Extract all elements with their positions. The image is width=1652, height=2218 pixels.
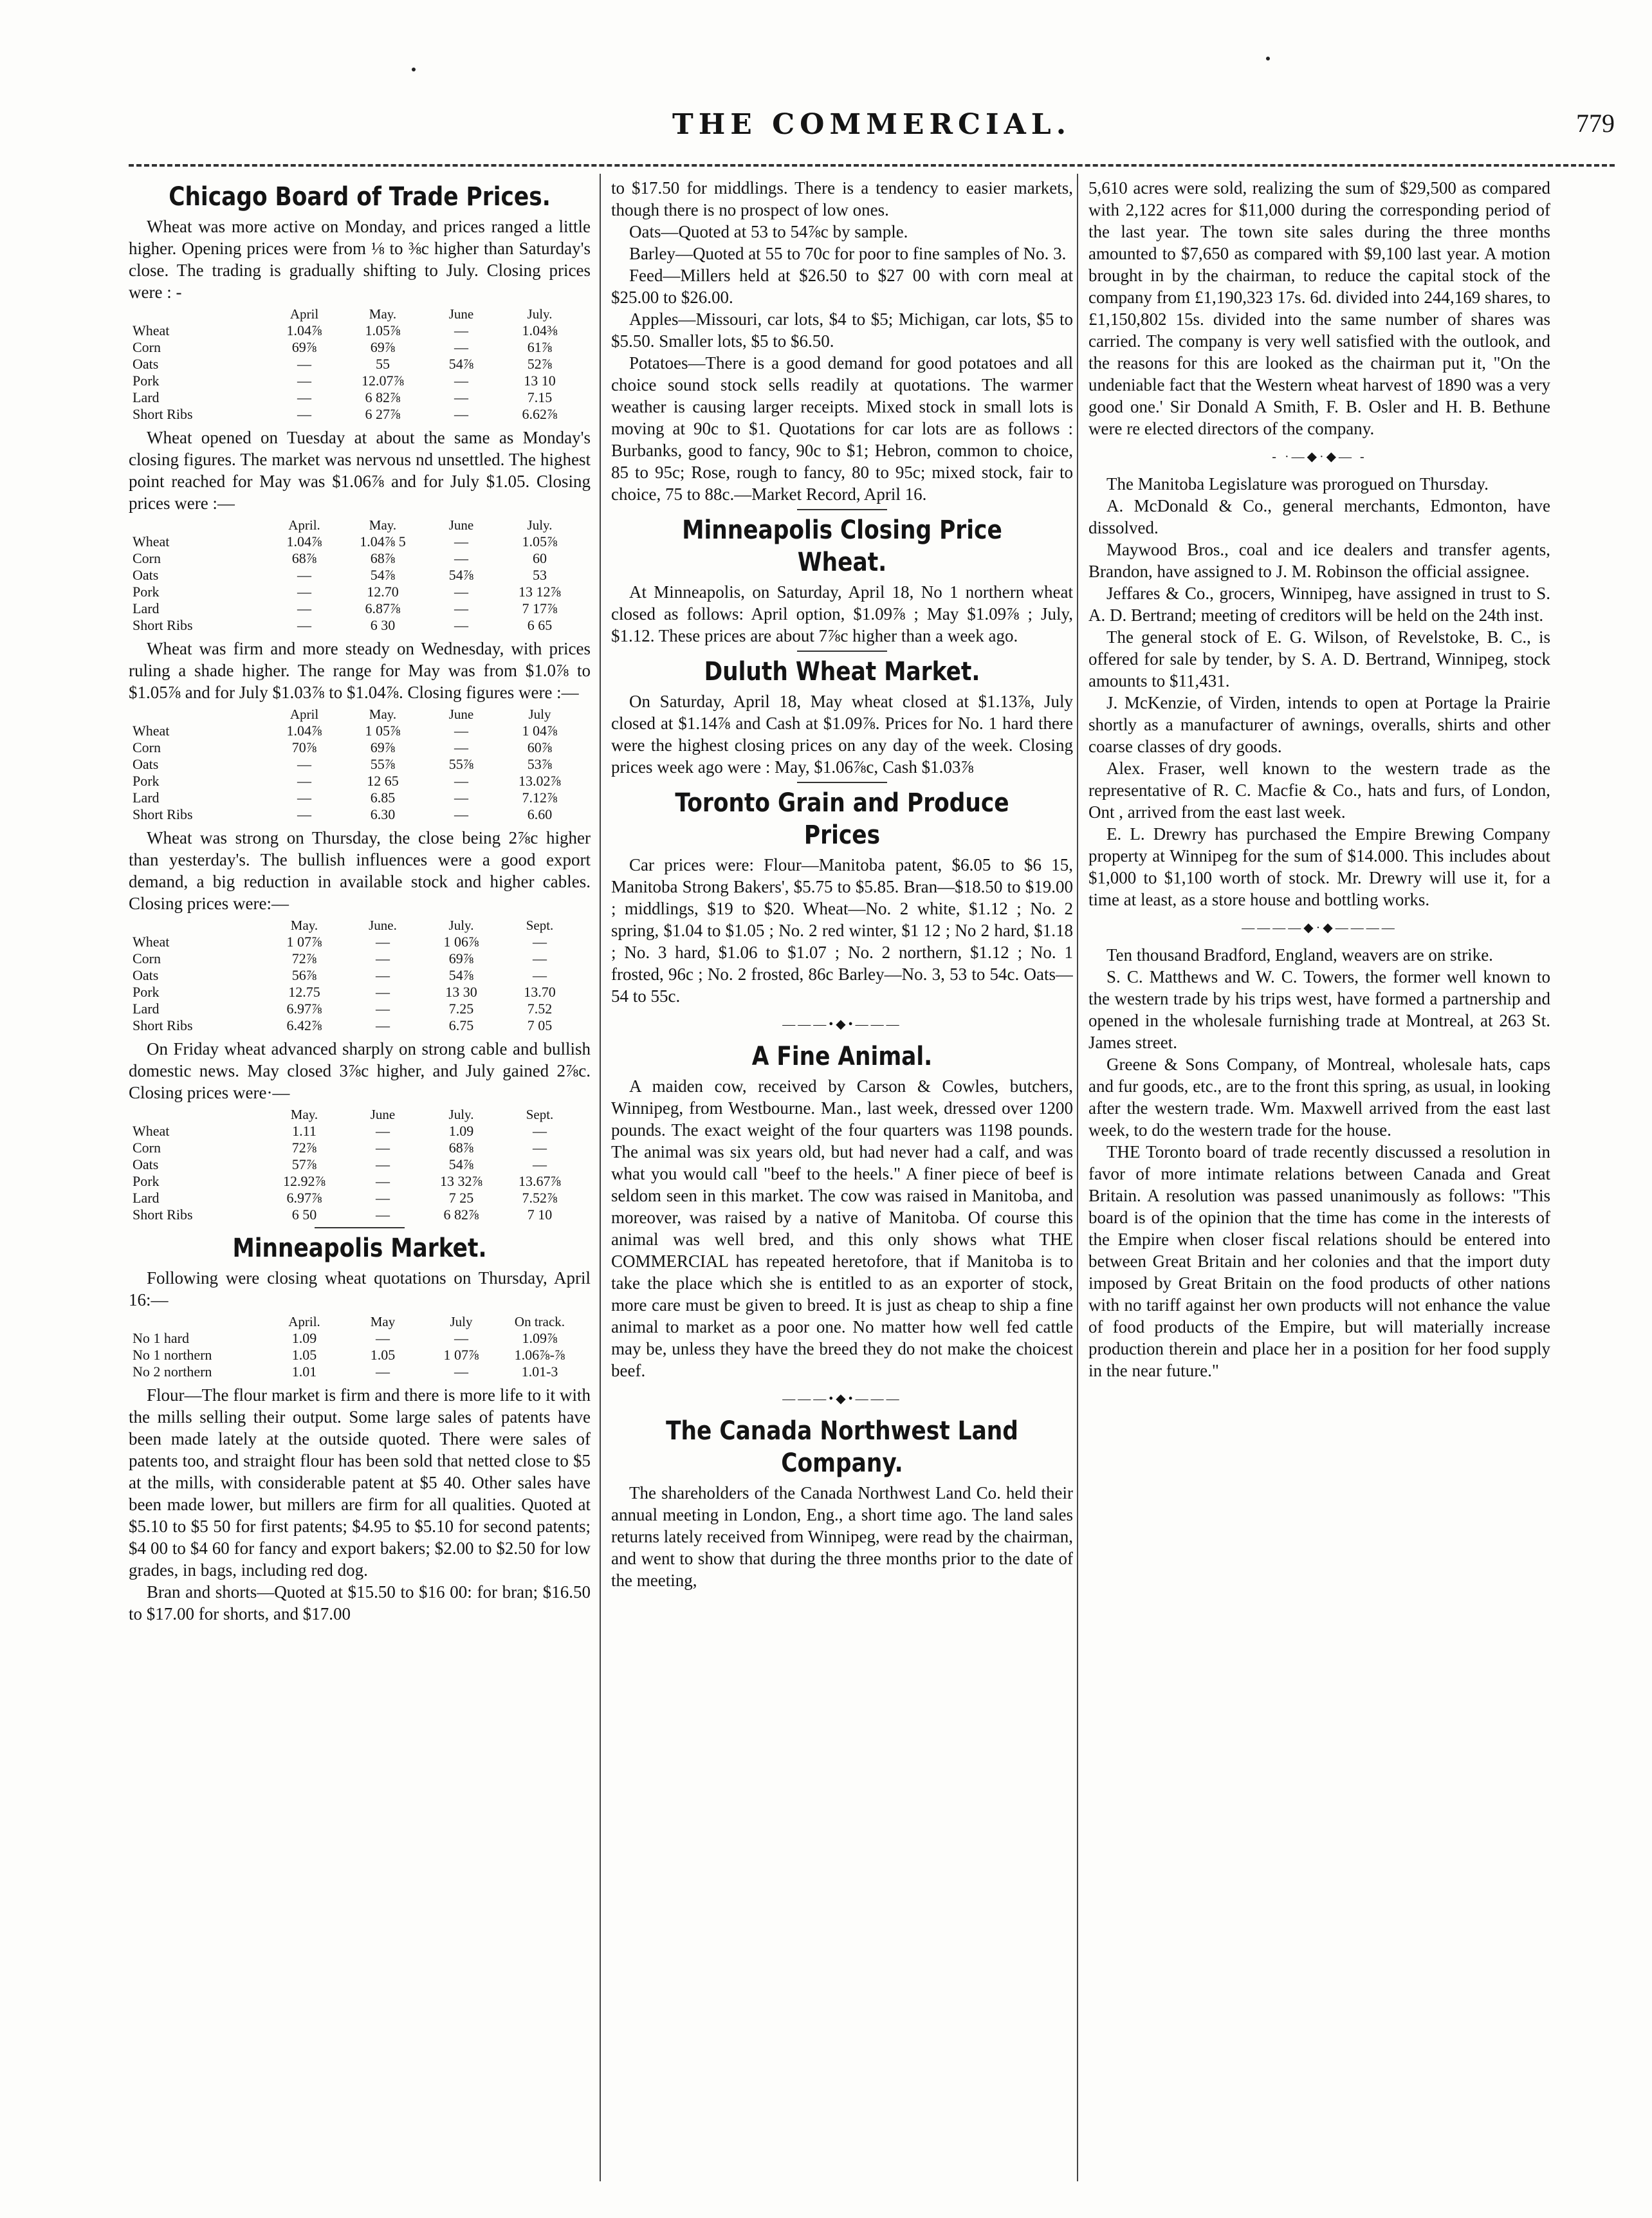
masthead bbox=[129, 103, 1615, 142]
price-cell: — bbox=[297, 617, 311, 633]
table-row bbox=[129, 533, 579, 550]
column-3 bbox=[1088, 177, 1550, 2181]
column-header: June bbox=[370, 1107, 396, 1122]
column-header bbox=[129, 706, 265, 723]
commodity-label: Corn bbox=[133, 1140, 161, 1156]
table-row bbox=[129, 1173, 579, 1190]
commodity-label: Corn bbox=[133, 339, 161, 355]
speck bbox=[1266, 57, 1270, 60]
price-cell: 54⅞ bbox=[448, 567, 474, 583]
price-cell: 6.85 bbox=[370, 790, 396, 806]
price-cell: 7.52⅞ bbox=[522, 1190, 558, 1206]
table-row bbox=[129, 600, 579, 617]
animal-body: A maiden cow, received by Carson & Cowles, butchers, Winnipeg, from Westbourne. Man., last week, dressed over 1200 pounds. The exact weight of the four quarters was 1198 pounds. The animal was six years old, but had never had a calf, and was what you would call "beef to the heels." A finer piece of beef is seldom seen in this market. The cow was raised in Manitoba, and moreover, was raised by a native of Manitoba. Of course this animal was well bred, and this only shows what THE COMMERCIAL has repeated heretofore, that if Manitoba is to take the place which she is entitled to as an exporter of stock, more care must be given to breed. It is just as cheap to ship a fine animal to market as a poor one. No matter how well fed cattle may be, unless they have the breed they do not make the choicest beef. bbox=[611, 1077, 1073, 1380]
price-cell: — bbox=[454, 389, 468, 405]
commodity-label: Pork bbox=[133, 373, 160, 389]
price-cell: 56⅞ bbox=[291, 967, 317, 983]
price-cell: 70⅞ bbox=[291, 739, 317, 755]
price-cell: 7 17⅞ bbox=[522, 600, 558, 616]
price-cell: — bbox=[454, 533, 468, 550]
column-header: May. bbox=[290, 1107, 318, 1122]
commodity-label: Corn bbox=[133, 950, 161, 966]
price-cell: 69⅞ bbox=[370, 339, 396, 355]
price-cell: 7.15 bbox=[527, 389, 553, 405]
column-header: July bbox=[528, 707, 551, 722]
price-cell: 1.09 bbox=[448, 1123, 474, 1139]
table-header-row bbox=[129, 306, 579, 322]
price-cell: 53 bbox=[533, 567, 547, 583]
commodity-label: Wheat bbox=[133, 934, 170, 950]
price-cell: — bbox=[533, 967, 547, 983]
table-row bbox=[129, 1123, 579, 1140]
price-cell: — bbox=[376, 1156, 390, 1172]
table-row bbox=[129, 550, 579, 567]
table-row bbox=[129, 567, 579, 584]
price-cell: — bbox=[454, 339, 468, 355]
column-header: April. bbox=[288, 1314, 320, 1329]
price-cell: 6.60 bbox=[527, 806, 553, 822]
section-ornament: - ·—◆·◆— - bbox=[1272, 450, 1367, 464]
price-cell: — bbox=[376, 1330, 390, 1346]
price-cell: 7.25 bbox=[448, 1001, 474, 1017]
price-cell: — bbox=[376, 1017, 390, 1033]
price-cell: — bbox=[454, 322, 468, 338]
news-item: The Manitoba Legislature was prorogued on Thursday. bbox=[1106, 474, 1489, 494]
oats-paragraph: Oats—Quoted at 53 to 54⅞c by sample. bbox=[629, 222, 908, 241]
column-header: April. bbox=[288, 517, 320, 533]
price-cell: 1.05 bbox=[370, 1347, 396, 1363]
mpls-close-heading: Minneapolis Closing Price Wheat. bbox=[682, 515, 1002, 577]
column-header bbox=[129, 306, 265, 322]
news-item: J. McKenzie, of Virden, intends to open at Portage la Prairie shortly as a manufacturer of awnings, overalls, shirts and other coarse classes of dry goods. bbox=[1088, 693, 1550, 756]
column-header: June bbox=[448, 707, 474, 722]
price-cell: — bbox=[297, 756, 311, 772]
commodity-label: Wheat bbox=[133, 322, 170, 338]
news-item: Alex. Fraser, well known to the western trade as the representative of R. C. Macfie & Co., hats and furs, of London, Ont , arrived from the east last week. bbox=[1088, 759, 1550, 822]
price-cell: — bbox=[376, 1190, 390, 1206]
column-header bbox=[129, 1106, 265, 1123]
news-item: Greene & Sons Company, of Montreal, wholesale hats, caps and fur goods, etc., are to the front this spring, as usual, in looking after the western trade. Wm. Maxwell arrived from the east last week, to do the western trade for the house. bbox=[1088, 1055, 1550, 1140]
table-row bbox=[129, 584, 579, 600]
column-header: May. bbox=[369, 707, 397, 722]
price-cell: — bbox=[533, 950, 547, 966]
price-cell: — bbox=[297, 773, 311, 789]
price-cell: 55 bbox=[376, 356, 390, 372]
table-row bbox=[129, 967, 579, 984]
table-header-row bbox=[129, 517, 579, 533]
column-header: April bbox=[289, 707, 319, 722]
price-cell: — bbox=[297, 389, 311, 405]
price-cell: — bbox=[454, 806, 468, 822]
price-cell: — bbox=[454, 1363, 468, 1380]
price-cell: — bbox=[533, 1140, 547, 1156]
table-row bbox=[129, 339, 579, 356]
column-1 bbox=[129, 177, 591, 2181]
price-cell: — bbox=[297, 584, 311, 600]
table-row bbox=[129, 1363, 579, 1380]
table-row bbox=[129, 723, 579, 739]
price-table bbox=[129, 1313, 579, 1380]
commodity-label: Short Ribs bbox=[133, 1017, 193, 1033]
section-rule bbox=[797, 782, 887, 783]
price-cell: 1 07⅞ bbox=[443, 1347, 479, 1363]
column-header bbox=[129, 1313, 265, 1330]
price-cell: 1.04⅜ bbox=[522, 322, 558, 338]
animal-heading: A Fine Animal. bbox=[751, 1042, 933, 1071]
table-row bbox=[129, 1206, 579, 1223]
price-cell: 61⅞ bbox=[527, 339, 553, 355]
column-header: July. bbox=[448, 1107, 474, 1122]
price-cell: 7 05 bbox=[527, 1017, 553, 1033]
commodity-label: No 1 northern bbox=[133, 1347, 212, 1363]
price-cell: 57⅞ bbox=[291, 1156, 317, 1172]
masthead-title: THE COMMERCIAL. bbox=[672, 108, 1072, 141]
price-cell: 54⅞ bbox=[448, 967, 474, 983]
price-table bbox=[129, 706, 579, 823]
price-cell: 53⅞ bbox=[527, 756, 553, 772]
column-header: April bbox=[289, 306, 319, 322]
price-cell: 1.05 bbox=[291, 1347, 317, 1363]
price-cell: — bbox=[376, 1363, 390, 1380]
price-cell: 1 05⅞ bbox=[365, 723, 401, 739]
table-row bbox=[129, 1001, 579, 1017]
price-cell: 1.04⅞ bbox=[286, 322, 322, 338]
price-table bbox=[129, 917, 579, 1034]
column-header: June bbox=[448, 306, 474, 322]
price-cell: 13 12⅞ bbox=[519, 584, 561, 600]
price-cell: — bbox=[454, 790, 468, 806]
price-cell: 6.62⅞ bbox=[522, 406, 558, 422]
price-cell: — bbox=[454, 600, 468, 616]
price-cell: 1.09⅞ bbox=[522, 1330, 558, 1346]
price-cell: 68⅞ bbox=[370, 550, 396, 566]
price-cell: — bbox=[376, 1173, 390, 1189]
column-header: July bbox=[450, 1314, 473, 1329]
news-item: Maywood Bros., coal and ice dealers and transfer agents, Brandon, have assigned to J. M. Robinson the official assignee. bbox=[1088, 540, 1550, 581]
price-cell: — bbox=[533, 1123, 547, 1139]
commodity-label: Lard bbox=[133, 1190, 160, 1206]
commodity-label: No 2 northern bbox=[133, 1363, 212, 1380]
chicago-thursday: Wheat was strong on Thursday, the close being 2⅞c higher than yesterday's. The bullish influences were a good export demand, a big reduction in available stock and higher cables. Closing prices were:— bbox=[129, 828, 591, 913]
flour-paragraph: Flour—The flour market is firm and there is more life to it with the mills selling their output. Some large sales of patents have been made lately at the outside quoted. There were sales of patents too, and straight flour has been sold that netted close to $5 at the mills, with considerable patent at $5 40. Other sales have been made lower, but millers are firm for all qualities. Quoted at $5.10 to $5 50 for first patents; $4.95 to $5.10 for second patents; $4 00 to $4 60 for fancy and export bakers; $2.00 to $2.50 for low grades, in bags, including red dog. bbox=[129, 1385, 591, 1580]
column-header: July. bbox=[448, 918, 474, 933]
minneapolis-heading: Minneapolis Market. bbox=[232, 1234, 487, 1263]
price-cell: 68⅞ bbox=[448, 1140, 474, 1156]
column-header: July. bbox=[527, 306, 553, 322]
commodity-label: Pork bbox=[133, 1173, 160, 1189]
price-cell: 72⅞ bbox=[291, 1140, 317, 1156]
news-item: Ten thousand Bradford, England, weavers are on strike. bbox=[1106, 945, 1493, 965]
table-row bbox=[129, 739, 579, 756]
feed-paragraph: Feed—Millers held at $26.50 to $27 00 with corn meal at $25.00 to $26.00. bbox=[611, 266, 1073, 307]
news-item: THE Toronto board of trade recently discussed a resolution in favor of more intimate relations between Canada and Great Britain. A resolution was passed unanimously as follows: "This board is of the opinion that the time has come in the interests of the Empire when closer fiscal relations should be entered into between Great Britain and her colonies and that the import duty imposed by Great Britain on the food products of other nations with no tariff against her own products will not enhance the value of food products of the Empire, but will materially increase production therein and place her in a position for her food supply in the near future." bbox=[1088, 1142, 1550, 1380]
table-header-row bbox=[129, 917, 579, 934]
price-cell: — bbox=[454, 406, 468, 422]
price-cell: 1.11 bbox=[292, 1123, 317, 1139]
price-cell: — bbox=[533, 1156, 547, 1172]
price-cell: 12 65 bbox=[367, 773, 399, 789]
table-header-row bbox=[129, 1313, 579, 1330]
table-row bbox=[129, 1156, 579, 1173]
table-row bbox=[129, 773, 579, 790]
header-rule bbox=[129, 164, 1615, 167]
price-cell: 68⅞ bbox=[291, 550, 317, 566]
section-rule bbox=[797, 651, 887, 652]
table-row bbox=[129, 356, 579, 373]
commodity-label: Lard bbox=[133, 600, 160, 616]
price-cell: — bbox=[297, 600, 311, 616]
news-item: Jeffares & Co., grocers, Winnipeg, have assigned in trust to S. A. D. Bertrand; meeting of creditors will be held on the 24th inst. bbox=[1088, 584, 1550, 625]
column-header: May. bbox=[290, 918, 318, 933]
column-header: May. bbox=[369, 517, 397, 533]
land-heading: The Canada Northwest Land Company. bbox=[666, 1416, 1018, 1478]
price-cell: 72⅞ bbox=[291, 950, 317, 966]
section-rule bbox=[797, 509, 887, 510]
price-cell: 1 06⅞ bbox=[443, 934, 479, 950]
price-cell: 6 50 bbox=[291, 1206, 317, 1223]
commodity-label: Wheat bbox=[133, 723, 170, 739]
price-cell: — bbox=[454, 739, 468, 755]
chicago-friday: On Friday wheat advanced sharply on strong cable and bullish domestic news. May closed 3⅞c higher, and July gained 2⅞c. Closing prices were·— bbox=[129, 1039, 591, 1102]
news-item: The general stock of E. G. Wilson, of Revelstoke, B. C., is offered for sale by tender, by S. A. D. Bertrand, Winnipeg, stock amounts to $11,431. bbox=[1088, 627, 1550, 690]
commodity-label: Short Ribs bbox=[133, 1206, 193, 1223]
commodity-label: Wheat bbox=[133, 533, 170, 550]
price-cell: — bbox=[376, 950, 390, 966]
price-cell: — bbox=[297, 406, 311, 422]
commodity-label: Lard bbox=[133, 790, 160, 806]
table-row bbox=[129, 984, 579, 1001]
commodity-label: No 1 hard bbox=[133, 1330, 189, 1346]
commodity-label: Wheat bbox=[133, 1123, 170, 1139]
price-cell: 54⅞ bbox=[448, 356, 474, 372]
table-header-row bbox=[129, 1106, 579, 1123]
apples-paragraph: Apples—Missouri, car lots, $4 to $5; Michigan, car lots, $5 to $5.50. Smaller lots, $5 to $6.50. bbox=[611, 310, 1073, 351]
column-rule bbox=[1077, 174, 1078, 2181]
price-cell: — bbox=[376, 984, 390, 1000]
price-cell: 1.01-3 bbox=[521, 1363, 558, 1380]
price-cell: 1.04⅞ bbox=[286, 533, 322, 550]
price-cell: 69⅞ bbox=[370, 739, 396, 755]
section-ornament: ————◆·◆———— bbox=[1242, 921, 1397, 935]
price-cell: 69⅞ bbox=[291, 339, 317, 355]
price-cell: — bbox=[454, 550, 468, 566]
price-cell: — bbox=[454, 373, 468, 389]
commodity-label: Pork bbox=[133, 584, 160, 600]
price-cell: 7 25 bbox=[448, 1190, 474, 1206]
price-cell: 54⅞ bbox=[370, 567, 396, 583]
price-cell: 7 10 bbox=[527, 1206, 553, 1223]
barley-paragraph: Barley—Quoted at 55 to 70c for poor to fine samples of No. 3. bbox=[629, 244, 1067, 263]
price-cell: 7.52 bbox=[527, 1001, 553, 1017]
page-number: 779 bbox=[1576, 109, 1615, 138]
price-cell: 6.42⅞ bbox=[286, 1017, 322, 1033]
price-cell: — bbox=[454, 1330, 468, 1346]
column-header: On track. bbox=[514, 1314, 565, 1329]
table-header-row bbox=[129, 706, 579, 723]
price-cell: 55⅞ bbox=[448, 756, 474, 772]
commodity-label: Lard bbox=[133, 1001, 160, 1017]
commodity-label: Short Ribs bbox=[133, 617, 193, 633]
price-cell: 6 65 bbox=[527, 617, 553, 633]
bran-paragraph: Bran and shorts—Quoted at $15.50 to $16 00: for bran; $16.50 to $17.00 for shorts, and $17.00 bbox=[129, 1582, 591, 1623]
table-row bbox=[129, 322, 579, 339]
table-row bbox=[129, 406, 579, 423]
table-row bbox=[129, 1190, 579, 1206]
price-cell: — bbox=[297, 790, 311, 806]
price-cell: — bbox=[297, 356, 311, 372]
price-cell: 13 10 bbox=[524, 373, 556, 389]
price-cell: 1.04⅞ bbox=[286, 723, 322, 739]
speck bbox=[412, 68, 416, 71]
column-header bbox=[129, 517, 265, 533]
price-cell: 1.04⅞ 5 bbox=[360, 533, 406, 550]
price-cell: 12.07⅞ bbox=[362, 373, 404, 389]
news-item: A. McDonald & Co., general merchants, Edmonton, have dissolved. bbox=[1088, 496, 1550, 537]
price-cell: 1.05⅞ bbox=[522, 533, 558, 550]
price-cell: — bbox=[454, 617, 468, 633]
news-item: S. C. Matthews and W. C. Towers, the former well known to the western trade by his trips west, have formed a partnership and opened in the wholesale furnishing trade at Montreal, at 263 St. James street. bbox=[1088, 967, 1550, 1052]
news-item: E. L. Drewry has purchased the Empire Brewing Company property at Winnipeg for the sum of $14.000. This includes about $1,000 to $1,100 worth of stock. Mr. Drewry will use it, for a time at least, as a store house and bottling works. bbox=[1088, 824, 1550, 909]
mpls-close-body: At Minneapolis, on Saturday, April 18, No 1 northern wheat closed as follows: April option, $1.09⅞ ; May $1.09⅞ ; July, $1.12. These prices are about 7⅞c higher than a week ago. bbox=[611, 582, 1073, 645]
table-row bbox=[129, 934, 579, 950]
price-cell: 13.70 bbox=[524, 984, 556, 1000]
toronto-heading: Toronto Grain and Produce Prices bbox=[675, 788, 1009, 850]
duluth-heading: Duluth Wheat Market. bbox=[704, 657, 980, 687]
commodity-label: Corn bbox=[133, 739, 161, 755]
price-cell: 1 04⅞ bbox=[522, 723, 558, 739]
commodity-label: Corn bbox=[133, 550, 161, 566]
column-header: June. bbox=[369, 918, 397, 933]
chicago-intro: Wheat was more active on Monday, and prices ranged a little higher. Opening prices were from ⅛ to ⅜c higher than Saturday's close. The trading is gradually shifting to July. Closing prices were : - bbox=[129, 217, 591, 302]
section-ornament: ———•◆•——— bbox=[782, 1017, 902, 1031]
price-cell: 6 82⅞ bbox=[443, 1206, 479, 1223]
price-cell: 52⅞ bbox=[527, 356, 553, 372]
price-cell: 13.02⅞ bbox=[519, 773, 561, 789]
table-row bbox=[129, 1140, 579, 1156]
section-ornament: ———•◆•——— bbox=[782, 1392, 902, 1406]
commodity-label: Oats bbox=[133, 967, 159, 983]
price-table bbox=[129, 517, 579, 634]
table-row bbox=[129, 1330, 579, 1347]
commodity-label: Oats bbox=[133, 1156, 159, 1172]
price-cell: 13.67⅞ bbox=[519, 1173, 561, 1189]
price-cell: 55⅞ bbox=[370, 756, 396, 772]
price-cell: — bbox=[376, 967, 390, 983]
column-header: Sept. bbox=[526, 918, 554, 933]
price-cell: — bbox=[376, 1140, 390, 1156]
duluth-body: On Saturday, April 18, May wheat closed at $1.13⅞, July closed at $1.14⅞ and Cash at $1.09⅞. Prices for No. 1 hard there were the highest closing prices on any day of the week. Closing prices week ago were : May, $1.06⅞c, Cash $1.03⅞ bbox=[611, 692, 1073, 777]
continued-paragraph: to $17.50 for middlings. There is a tendency to easier markets, though there is no prospect of low ones. bbox=[611, 178, 1073, 219]
price-cell: 1.09 bbox=[291, 1330, 317, 1346]
price-cell: — bbox=[454, 584, 468, 600]
table-row bbox=[129, 617, 579, 634]
column-header: May. bbox=[369, 306, 397, 322]
chicago-heading: Chicago Board of Trade Prices. bbox=[169, 182, 551, 212]
price-cell: 1.06⅞-⅞ bbox=[514, 1347, 565, 1363]
commodity-label: Pork bbox=[133, 984, 160, 1000]
price-cell: 6 30 bbox=[370, 617, 396, 633]
price-cell: — bbox=[297, 567, 311, 583]
price-cell: 6.97⅞ bbox=[286, 1190, 322, 1206]
price-cell: — bbox=[376, 1123, 390, 1139]
land-continued: 5,610 acres were sold, realizing the sum of $29,500 as compared with 2,122 acres for $11,000 during the corresponding period of the last year. The town site sales during the three months amounted to $7,650 as compared with $9,100 last year. A motion brought in by the chairman, to reduce the capital stock of the company from £1,190,323 17s. 6d. divided into 244,169 shares, to £1,150,802 15s. divided into the same number of shares was carried. The company is very well satisfied with the outlook, and the reasons for this are looked as the chairman put it, "On the undeniable fact that the Western wheat harvest of 1890 was a very good one.' Sir Donald A Smith, F. B. Osler and H. B. Bethune were re elected directors of the company. bbox=[1088, 178, 1550, 438]
column-header: June bbox=[448, 517, 474, 533]
chicago-tuesday: Wheat opened on Tuesday at about the same as Monday's closing figures. The market was nervous nd unsettled. The highest point reached for May was $1.06⅞ and for July $1.05. Closing prices were :— bbox=[129, 428, 591, 513]
land-body: The shareholders of the Canada Northwest Land Co. held their annual meeting in London, Eng., a short time ago. The land sales returns lately received from Winnipeg, were read by the chairman, and went to show that during the three months prior to the date of the meeting, bbox=[611, 1483, 1073, 1590]
price-cell: 54⅞ bbox=[448, 1156, 474, 1172]
price-cell: 60⅞ bbox=[527, 739, 553, 755]
price-cell: 60 bbox=[533, 550, 547, 566]
price-cell: 12.92⅞ bbox=[283, 1173, 326, 1189]
minneapolis-intro: Following were closing wheat quotations on Thursday, April 16:— bbox=[129, 1268, 591, 1309]
price-cell: 6 27⅞ bbox=[365, 406, 401, 422]
price-cell: 6.97⅞ bbox=[286, 1001, 322, 1017]
commodity-label: Pork bbox=[133, 773, 160, 789]
price-cell: 6.75 bbox=[448, 1017, 474, 1033]
column-rule bbox=[600, 174, 601, 2181]
price-cell: 13 32⅞ bbox=[440, 1173, 482, 1189]
price-cell: 6.87⅞ bbox=[365, 600, 401, 616]
potatoes-paragraph: Potatoes—There is a good demand for good potatoes and all choice sound stock sells readily at quotations. The warmer weather is causing larger receipts. Mixed stock in small lots is moving at 90c to $1. Quotations for car lots are as follows : Burbanks, good to fancy, 90c to $1; Hebron, common to choice, 85 to 95c; Rose, rough to fancy, 80 to 95c; mixed stock, fair to choice, 75 to 88c.—Market Record, April 16. bbox=[611, 353, 1073, 504]
price-cell: 6 82⅞ bbox=[365, 389, 401, 405]
price-cell: 6.30 bbox=[370, 806, 396, 822]
price-cell: 7.12⅞ bbox=[522, 790, 558, 806]
table-row bbox=[129, 806, 579, 823]
price-cell: — bbox=[376, 1206, 390, 1223]
price-cell: — bbox=[454, 773, 468, 789]
price-table bbox=[129, 1106, 579, 1223]
commodity-label: Oats bbox=[133, 356, 159, 372]
price-table bbox=[129, 306, 579, 423]
table-row bbox=[129, 950, 579, 967]
commodity-label: Lard bbox=[133, 389, 160, 405]
price-cell: 13 30 bbox=[445, 984, 477, 1000]
price-cell: — bbox=[533, 934, 547, 950]
table-row bbox=[129, 1347, 579, 1363]
price-cell: 1.01 bbox=[291, 1363, 317, 1380]
column-header bbox=[129, 917, 265, 934]
price-cell: — bbox=[297, 373, 311, 389]
price-cell: — bbox=[297, 806, 311, 822]
section-rule bbox=[315, 1227, 405, 1228]
column-2 bbox=[611, 177, 1073, 2181]
price-cell: — bbox=[376, 1001, 390, 1017]
table-row bbox=[129, 756, 579, 773]
price-cell: 1.05⅞ bbox=[365, 322, 401, 338]
price-cell: 12.75 bbox=[288, 984, 320, 1000]
toronto-body: Car prices were: Flour—Manitoba patent, $6.05 to $6 15, Manitoba Strong Bakers', $5.75 to $5.85. Bran—$18.50 to $19.00 ; middlings, $19 to $20. Wheat—No. 2 white, $1.12 ; No. 2 spring, $1.04 to $1.05 ; No. 2 red winter, $1 12 ; No 2 hard, $1.18 ; No. 3 hard, $1.06 to $1.07 ; No. 2 northern, $1.12 ; No. 1 frosted, 96c ; No. 2 frosted, 86c Barley—No. 3, 53 to 54c. Oats—54 to 55c. bbox=[611, 855, 1073, 1006]
commodity-label: Short Ribs bbox=[133, 406, 193, 422]
table-row bbox=[129, 373, 579, 389]
commodity-label: Oats bbox=[133, 567, 159, 583]
column-header: Sept. bbox=[526, 1107, 554, 1122]
column-header: May bbox=[370, 1314, 396, 1329]
price-cell: — bbox=[376, 934, 390, 950]
column-header: July. bbox=[527, 517, 553, 533]
price-cell: — bbox=[454, 723, 468, 739]
chicago-wednesday: Wheat was firm and more steady on Wednesday, with prices ruling a shade higher. The range for May was from $1.0⅞ to $1.05⅞ and for July $1.03⅞ to $1.04⅞. Closing figures were :— bbox=[129, 639, 591, 702]
table-row bbox=[129, 790, 579, 806]
table-row bbox=[129, 389, 579, 406]
table-row bbox=[129, 1017, 579, 1034]
commodity-label: Oats bbox=[133, 756, 159, 772]
price-cell: 1 07⅞ bbox=[286, 934, 322, 950]
price-cell: 69⅞ bbox=[448, 950, 474, 966]
commodity-label: Short Ribs bbox=[133, 806, 193, 822]
price-cell: 12.70 bbox=[367, 584, 399, 600]
